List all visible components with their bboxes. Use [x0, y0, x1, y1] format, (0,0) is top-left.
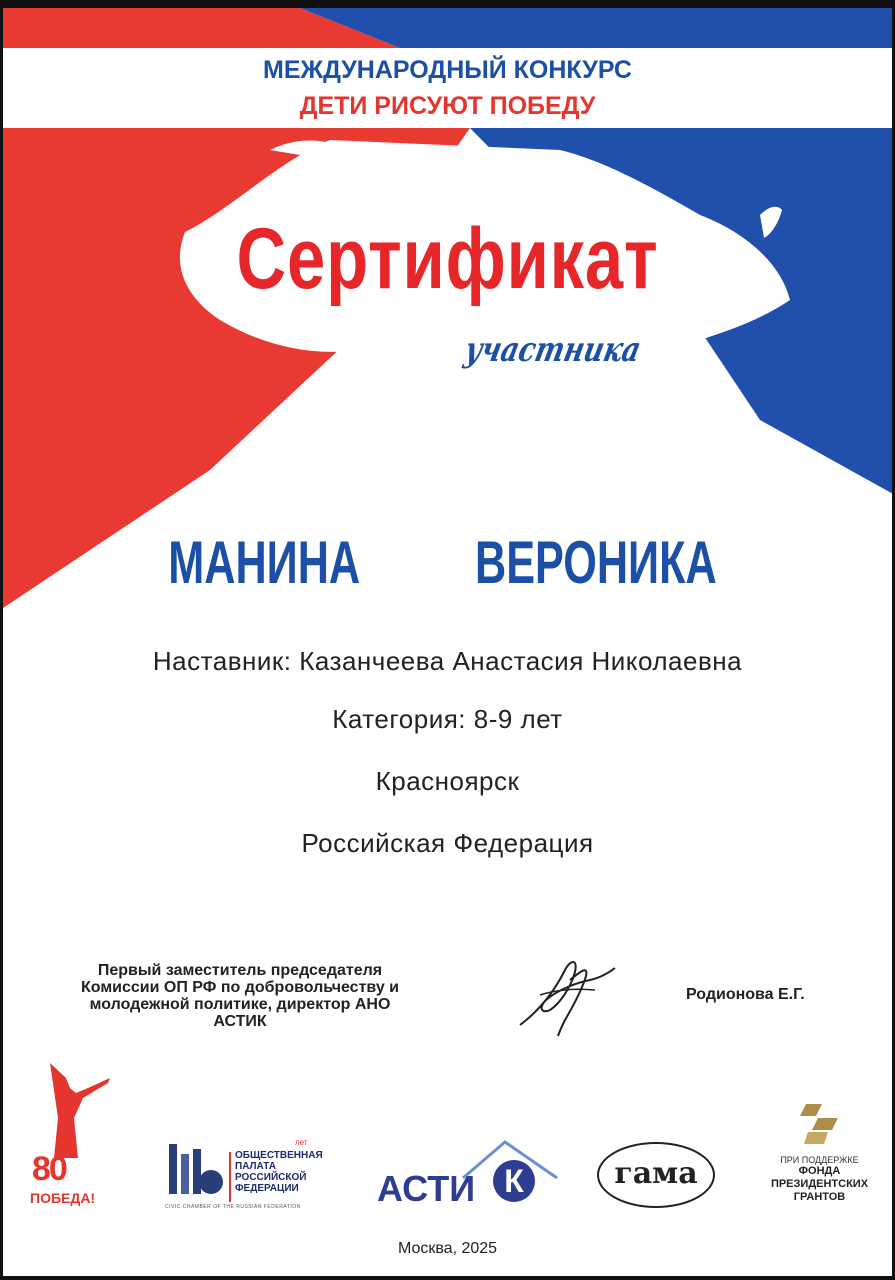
- astik-logo: [375, 1138, 565, 1213]
- victory-number: 80: [32, 1150, 66, 1188]
- chamber-english: CIVIC CHAMBER OF THE RUSSIAN FEDERATION: [165, 1204, 301, 1210]
- participant-surname: МАНИНА: [168, 529, 361, 596]
- gama-logo: [597, 1142, 715, 1208]
- grants-emblem-icon: [798, 1102, 842, 1146]
- chamber-line: ОБЩЕСТВЕННАЯ: [235, 1150, 323, 1161]
- astik-text: АСТИ: [377, 1168, 476, 1209]
- astik-k-badge: К: [493, 1160, 535, 1202]
- chamber-years: лет: [295, 1138, 308, 1147]
- country-line: Российская Федерация: [301, 828, 594, 858]
- city-line: Красноярск: [375, 766, 520, 796]
- signature-graphic: [510, 950, 620, 1040]
- category-line: Категория: 8-9 лет: [332, 704, 563, 734]
- grants-line: ФОНДА: [798, 1165, 841, 1177]
- victory-80-logo: [28, 1058, 118, 1218]
- contest-name: ДЕТИ РИСУЮТ ПОБЕДУ: [299, 92, 596, 120]
- grants-line: ПРЕЗИДЕНТСКИХ: [770, 1178, 869, 1190]
- signatory-position: Первый заместитель председателя Комиссии ОП РФ по добровольчеству и молодежной политике, директор АНО АСТИК: [80, 962, 400, 1030]
- grants-line: ГРАНТОВ: [793, 1191, 846, 1203]
- chamber-line: РОССИЙСКОЙ: [235, 1172, 307, 1183]
- chamber-monument-icon: [165, 1134, 227, 1202]
- mentor-line: Наставник: Казанчеева Анастасия Николаевна: [152, 646, 743, 676]
- certificate-subtitle: участника: [461, 330, 645, 370]
- signatory-name: Родионова Е.Г.: [686, 986, 805, 1003]
- participant-name: [0, 528, 895, 597]
- chamber-line: ФЕДЕРАЦИИ: [235, 1183, 299, 1194]
- grants-line: ПРИ ПОДДЕРЖКЕ: [780, 1155, 859, 1165]
- presidential-grants-logo: [752, 1102, 887, 1212]
- chamber-line: ПАЛАТА: [235, 1161, 276, 1172]
- place-and-year: Москва, 2025: [397, 1240, 498, 1257]
- civic-chamber-logo: [165, 1134, 345, 1214]
- victory-word: ПОБЕДА!: [30, 1190, 96, 1206]
- contest-label: МЕЖДУНАРОДНЫЙ КОНКУРС: [263, 56, 632, 84]
- motherland-statue-icon: [28, 1058, 118, 1158]
- participant-first-name: ВЕРОНИКА: [474, 529, 717, 596]
- gama-text: гама: [614, 1156, 698, 1191]
- certificate-title: Сертификат: [236, 211, 659, 307]
